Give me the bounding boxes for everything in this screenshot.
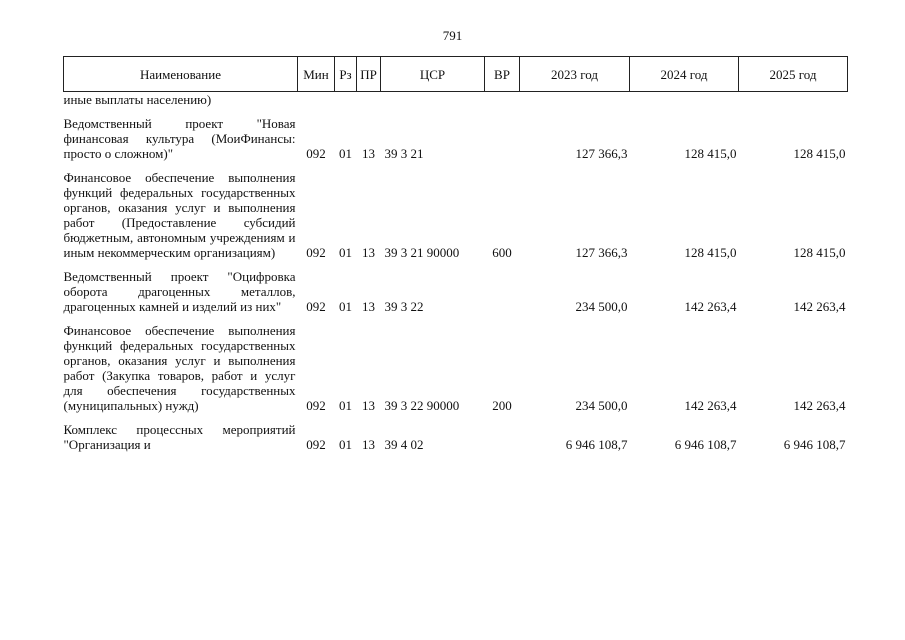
row-vr: 600	[492, 245, 512, 260]
row-2025: 142 263,4	[793, 398, 846, 413]
row-2024: 142 263,4	[684, 299, 737, 314]
row-pr: 13	[362, 245, 375, 260]
row-2025: 128 415,0	[793, 245, 846, 260]
row-vr	[485, 116, 520, 161]
table-row	[64, 116, 848, 161]
table-row	[64, 92, 848, 108]
row-pr: 13	[362, 146, 375, 161]
header-2025: 2025 год	[739, 57, 848, 92]
row-2023: 127 366,3	[575, 245, 628, 260]
table-header-row	[64, 57, 848, 92]
row-rz: 01	[339, 398, 352, 413]
row-2023: 6 946 108,7	[565, 437, 628, 452]
row-2025: 142 263,4	[793, 299, 846, 314]
row-rz: 01	[339, 245, 352, 260]
table-row	[64, 269, 848, 314]
row-vr	[485, 422, 520, 452]
row-name: иные выплаты населению)	[63, 92, 212, 107]
row-2025: 128 415,0	[793, 146, 846, 161]
row-2023: 234 500,0	[575, 398, 628, 413]
row-2023: 234 500,0	[575, 299, 628, 314]
row-2024: 128 415,0	[684, 245, 737, 260]
row-csr: 39 3 22 90000	[384, 398, 460, 413]
row-csr: 39 3 22	[384, 299, 424, 314]
row-min: 092	[306, 437, 326, 452]
row-csr: 39 3 21 90000	[384, 245, 460, 260]
row-min: 092	[306, 146, 326, 161]
row-pr: 13	[362, 299, 375, 314]
row-2024: 6 946 108,7	[674, 437, 737, 452]
row-vr	[485, 269, 520, 314]
table-row	[64, 170, 848, 260]
header-name: Наименование	[64, 57, 298, 92]
row-2025: 6 946 108,7	[783, 437, 846, 452]
row-pr: 13	[362, 437, 375, 452]
row-csr: 39 4 02	[384, 437, 424, 452]
header-2024: 2024 год	[630, 57, 739, 92]
row-name: Комплекс процессных мероприятий "Организация и	[63, 422, 296, 452]
row-min: 092	[306, 299, 326, 314]
row-name: Ведомственный проект "Оцифровка оборота драгоценных металлов, драгоценных камней и изделий из них"	[63, 269, 296, 314]
header-min: Мин	[298, 57, 335, 92]
table-row	[64, 422, 848, 452]
page-number: 791	[442, 28, 463, 43]
row-name: Финансовое обеспечение выполнения функций федеральных государственных органов, оказания услуг и выполнения работ (Закупка товаров, работ и услуг для обеспечения государственных (муниципальных) нужд)	[63, 323, 296, 413]
header-2023: 2023 год	[520, 57, 630, 92]
header-pr: ПР	[357, 57, 381, 92]
header-csr: ЦСР	[381, 57, 485, 92]
row-name: Ведомственный проект "Новая финансовая культура (МоиФинансы: просто о сложном)"	[63, 116, 296, 161]
row-min: 092	[306, 398, 326, 413]
row-rz: 01	[339, 437, 352, 452]
row-2024: 142 263,4	[684, 398, 737, 413]
row-2024: 128 415,0	[684, 146, 737, 161]
row-pr: 13	[362, 398, 375, 413]
row-rz: 01	[339, 299, 352, 314]
header-rz: Рз	[335, 57, 357, 92]
budget-table	[63, 56, 848, 452]
row-2023: 127 366,3	[575, 146, 628, 161]
row-vr: 200	[492, 398, 512, 413]
row-min: 092	[306, 245, 326, 260]
table-row	[64, 323, 848, 413]
row-csr: 39 3 21	[384, 146, 424, 161]
header-vr: ВР	[485, 57, 520, 92]
row-rz: 01	[339, 146, 352, 161]
row-name: Финансовое обеспечение выполнения функций федеральных государственных органов, оказания услуг и выполнения работ (Предоставление субсидий бюджетным, автономным учреждениям и иным некоммерческим организациям)	[63, 170, 296, 260]
